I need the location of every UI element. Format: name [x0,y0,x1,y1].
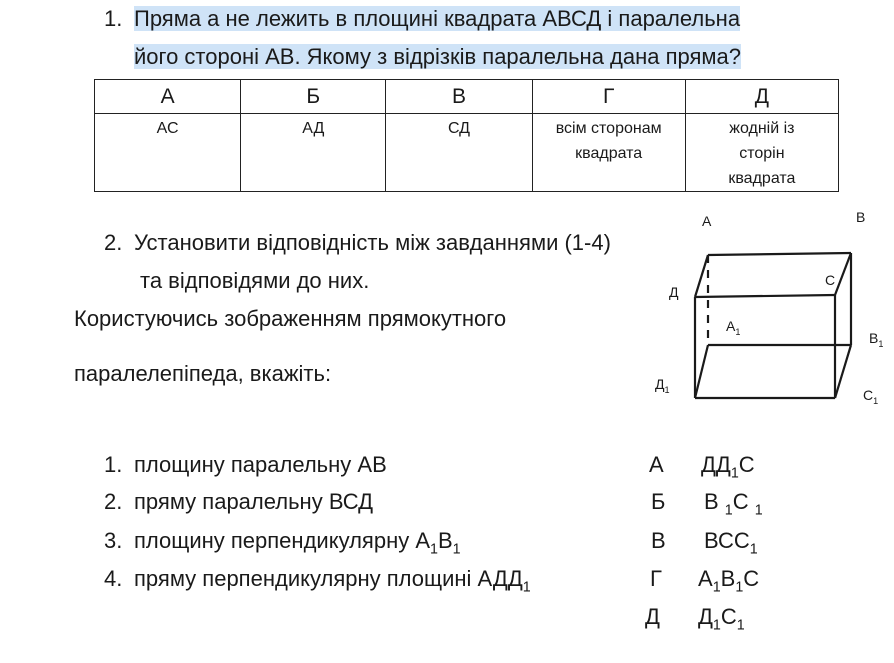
option-cell-d [685,114,838,192]
q2-line1: Установити відповідність між завданнями (1-4) [134,230,611,255]
q1-line2 [134,40,741,74]
edge-a1d1 [695,345,708,398]
task-text-3 [134,528,461,557]
option-text: АД [302,120,325,137]
option-b-sub2: 1 [754,502,763,519]
q1-answer-table [94,79,839,192]
option-d-part1: Д [698,604,713,629]
vertex-c1-letter: С [863,387,874,403]
option-text: сторін [739,145,785,162]
option-text: квадрата [575,145,643,162]
vertex-d1-letter: Д [655,376,665,392]
option-text: жодній із [729,120,795,137]
task-text-3-main: площину перпендикулярну А [134,528,431,553]
task-number-4: 4. [104,566,123,591]
edge-bc [835,253,851,295]
option-letter-b: Б [651,489,666,514]
option-text: АС [156,120,179,137]
option-cell-g [532,114,685,192]
vertex-d1-label [655,376,670,395]
vertex-b1-sub: 1 [878,338,884,349]
option-v-part1: ВСС [704,528,750,553]
option-a-sub1: 1 [730,465,739,482]
vertex-b-label: В [856,209,866,225]
option-letter-a: А [649,452,664,477]
option-cell-b [241,114,386,192]
vertex-a-label: А [702,213,712,229]
option-d-part2: С [720,604,737,629]
option-v-sub1: 1 [749,541,758,558]
option-header-b: Б [241,80,386,114]
vertex-a1-sub: 1 [735,326,741,337]
option-b-part2: С [732,489,755,514]
edge-da [695,255,708,297]
edge-c1b1 [835,345,851,398]
vertex-c1-label [863,387,878,406]
vertex-d1-sub: 1 [664,384,670,395]
option-text: всім сторонам [555,120,662,137]
option-value-d [698,604,745,633]
option-letter-d: Д [645,604,660,629]
option-g-sub2: 1 [735,579,744,596]
option-d-sub2: 1 [736,617,745,634]
option-a-part1: ДД [701,452,731,477]
task-number-3: 3. [104,528,123,553]
option-text: квадрата [728,170,796,187]
vertex-a1-letter: А [726,318,736,334]
option-value-g [698,566,759,595]
option-cell-v [386,114,532,192]
q2-line2: та відповідями до них. [140,268,370,293]
task-text-4-main: пряму перпендикулярну площині АДД [134,566,523,591]
option-g-sub1: 1 [712,579,721,596]
vertex-a1-label [726,318,740,337]
task-number-1: 1. [104,452,123,477]
edge-ab [708,253,851,255]
option-g-part2: В [720,566,736,591]
task-text-3-sub2: 1 [452,541,461,558]
option-g-part1: А [698,566,713,591]
q1-line1 [134,2,740,36]
option-cell-a [95,114,241,192]
task-text-3-sub1: 1 [430,541,438,558]
option-header-a: А [95,80,241,114]
option-value-v [704,528,758,557]
option-d-sub1: 1 [712,617,721,634]
task-text-4-sub1: 1 [522,579,531,596]
vertex-c1-sub: 1 [873,395,879,406]
q2-number: 2. [104,230,123,255]
option-text: СД [447,120,470,137]
vertex-b1-label [869,330,883,349]
option-header-d: Д [685,80,838,114]
q2-line4: паралелепіпеда, вкажіть: [74,361,332,386]
option-b-sub1: 1 [724,502,733,519]
task-text-4 [134,566,531,595]
vertex-b1-letter: В [869,330,879,346]
task-number-2: 2. [104,489,123,514]
task-text-3-b: В [437,528,453,553]
option-a-part2: С [738,452,755,477]
q2-line3: Користуючись зображенням прямокутного [74,306,507,331]
option-g-part3: С [743,566,760,591]
option-letter-g: Г [650,566,662,591]
q1-number: 1. [104,6,123,31]
parallelepiped-figure [600,200,894,420]
q1-line2-text: його стороні АВ. Якому з відрізків паралельна дана пряма? [134,44,742,69]
task-text-1: площину паралельну АВ [134,452,387,477]
table-row [95,114,839,192]
q1-line1-text: Пряма а не лежить в площині квадрата АВСД і паралельна [134,6,741,31]
option-header-g: Г [532,80,685,114]
option-b-part1: В [704,489,725,514]
option-header-v: В [386,80,532,114]
task-text-2: пряму паралельну ВСД [134,489,374,514]
vertex-d-label: Д [669,284,679,300]
option-letter-v: В [651,528,666,553]
table-header-row [95,80,839,114]
option-value-a [701,452,755,481]
option-value-b [704,489,763,518]
vertex-c-label: С [825,272,836,288]
edge-dc [695,295,835,297]
